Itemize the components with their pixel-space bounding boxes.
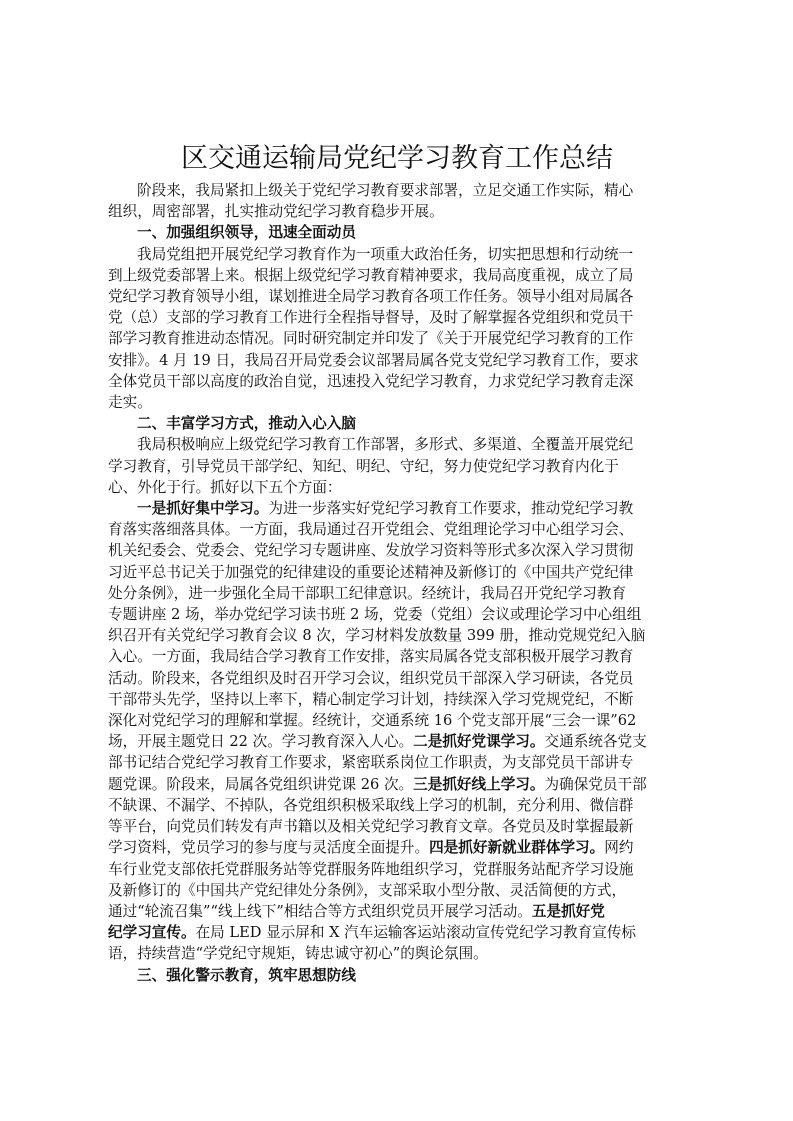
paragraph-line (108, 774, 686, 795)
paragraph-line (108, 689, 686, 710)
paragraph-line (108, 752, 686, 773)
bold-text: 四是抓好新就业群体学习。 (429, 839, 605, 857)
bold-text: 三是抓好线上学习。 (413, 775, 545, 793)
text-segment: 织召开有关党纪学习教育会议 8 次，学习材料发放数量 399 册，推动党规党纪入脑 (108, 627, 646, 645)
document-title: 区交通运输局党纪学习教育工作总结 (181, 143, 613, 174)
bold-text: 纪学习宣传。 (108, 924, 196, 942)
text-segment: 部学习教育推进动态情况。同时研究制定并印发了《关于开展党纪学习教育的工作 (108, 330, 634, 348)
text-segment: 在局 LED 显示屏和 X 汽车运输客运站滚动宣传党纪学习教育宣传标 (195, 924, 637, 942)
paragraph-line (108, 519, 686, 540)
text-segment: 网约 (604, 839, 634, 857)
text-segment: 学习资料，党员学习的参与度与灵活度全面提升。 (108, 839, 430, 857)
text-segment: 我局积极响应上级党纪学习教育工作部署，多形式、多渠道、全覆盖开展党纪 (137, 436, 634, 454)
text-segment: 机关纪委会、党委会、党纪学习专题讲座、发放学习资料等形式多次深入学习贯彻 (108, 542, 634, 560)
section-heading (108, 965, 686, 986)
text-segment: 活动。阶段来，各党组织及时召开学习会议，组织党员干部深入学习研读，各党员 (108, 669, 634, 687)
paragraph-line (108, 265, 686, 286)
paragraph-line (108, 816, 686, 837)
text-segment: 交通系统各党支 (544, 733, 647, 751)
text-segment: 干部带头先学，坚持以上率下，精心制定学习计划，持续深入学习党规党纪，不断 (108, 690, 634, 708)
text-segment: 深化对党纪学习的理解和掌握。经统计，交通系统 16 个党支部开展“三会一课”62 (108, 712, 637, 730)
paragraph-line (108, 328, 686, 349)
paragraph-line (108, 350, 686, 371)
text-segment: 党（总）支部的学习教育工作进行全程指导督导，及时了解掌握各党组织和党员干 (108, 309, 634, 327)
text-segment: 阶段来，我局紧扣上级关于党纪学习教育要求部署，立足交通工作实际，精心 (137, 182, 634, 199)
text-segment: 语，持续营造“学党纪守规矩，铸忠诚守初心”的舆论氛围。 (108, 945, 488, 963)
paragraph-line (108, 943, 686, 964)
text-segment: 育落实落细落具体。一方面，我局通过召开党组会、党组理论学习中心组学习会、 (108, 521, 634, 539)
section-heading (108, 413, 686, 434)
bold-text: 一是抓好集中学习。 (137, 500, 269, 518)
paragraph-line (108, 244, 686, 265)
paragraph-line (108, 477, 686, 498)
paragraph-line (108, 837, 686, 858)
paragraph-line (108, 901, 686, 922)
document-body (108, 180, 686, 986)
paragraph-line (108, 668, 686, 689)
paragraph-line (108, 922, 686, 943)
paragraph-line (108, 371, 686, 392)
text-segment: 车行业党支部依托党群服务站等党群服务阵地组织学习，党群服务站配齐学习设施 (108, 860, 634, 878)
text-segment: 入心。一方面，我局结合学习教育工作安排，落实局属各党支部积极开展学习教育 (108, 648, 634, 666)
text-segment: 题党课。阶段来，局属各党组织讲党课 26 次。 (108, 775, 414, 793)
paragraph-line (108, 540, 686, 561)
text-segment: 到上级党委部署上来。根据上级党纪学习教育精神要求，我局高度重视，成立了局 (108, 266, 634, 284)
text-segment: 等平台，向党员们转发有声书籍以及相关党纪学习教育文章。各党员及时掌握最新 (108, 818, 634, 836)
paragraph-line (108, 859, 686, 880)
bold-text: 五是抓好党 (531, 902, 605, 920)
paragraph-line (108, 456, 686, 477)
text-segment: 场，开展主题党日 22 次。学习教育深入人心。 (108, 733, 414, 751)
paragraph-line (108, 625, 686, 646)
paragraph-line (108, 880, 686, 901)
text-segment: 处分条例》，进一步强化全局干部职工纪律意识。经统计，我局召开党纪学习教育 (108, 584, 627, 602)
text-segment: 为进一步落实好党纪学习教育工作要求，推动党纪学习教 (268, 500, 634, 518)
section-heading (108, 222, 686, 243)
paragraph-line (108, 646, 686, 667)
text-segment: 部书记结合党纪学习教育工作要求，紧密联系岗位工作职责，为支部党员干部讲专 (108, 754, 634, 772)
text-segment: 通过“轮流召集”“线上线下”相结合等方式组织党员开展学习活动。 (108, 902, 532, 920)
paragraph-line (108, 710, 686, 731)
text-segment: 不缺课、不漏学、不掉队，各党组织积极采取线上学习的机制，充分利用、微信群 (108, 796, 634, 814)
paragraph-line (108, 795, 686, 816)
paragraph-line (108, 604, 686, 625)
paragraph-line (108, 731, 686, 752)
text-segment: 为确保党员干部 (544, 775, 647, 793)
text-segment: 我局党组把开展党纪学习教育作为一项重大政治任务，切实把思想和行动统一 (137, 245, 634, 263)
text-segment: 及新修订的《中国共产党纪律处分条例》，支部采取小型分散、灵活简便的方式， (108, 881, 627, 899)
paragraph-line (108, 392, 686, 413)
bold-text: 二、丰富学习方式，推动入心入脑 (137, 415, 356, 433)
paragraph-line (108, 286, 686, 307)
text-segment: 学习教育，引导党员干部学纪、知纪、明纪、守纪，努力使党纪学习教育内化于 (108, 457, 619, 475)
text-segment: 专题讲座 2 场，举办党纪学习读书班 2 场，党委（党组）会议或理论学习中心组组 (108, 606, 642, 624)
paragraph-line (108, 583, 686, 604)
paragraph-line (108, 434, 686, 455)
text-segment: 心、外化于行。抓好以下五个方面： (108, 478, 342, 496)
bold-text: 三、强化警示教育，筑牢思想防线 (137, 966, 356, 984)
text-segment: 党纪学习教育领导小组，谋划推进全局学习教育各项工作任务。领导小组对局属各 (108, 288, 634, 306)
paragraph-line (108, 180, 686, 201)
text-segment: 走实。 (108, 394, 152, 412)
text-segment: 组织，周密部署，扎实推动党纪学习教育稳步开展。 (108, 203, 444, 221)
text-segment: 全体党员干部以高度的政治自觉，迅速投入党纪学习教育，力求党纪学习教育走深 (108, 372, 634, 390)
bold-text: 二是抓好党课学习。 (413, 733, 545, 751)
paragraph-line (108, 562, 686, 583)
paragraph-line (108, 201, 686, 222)
document-page (108, 142, 686, 986)
paragraph-line (108, 498, 686, 519)
bold-text: 一、加强组织领导，迅速全面动员 (137, 224, 356, 242)
text-segment: 安排》。4 月 19 日，我局召开局党委会议部署局属各党支党纪学习教育工作，要求 (108, 351, 639, 369)
paragraph-line (108, 307, 686, 328)
text-segment: 习近平总书记关于加强党的纪律建设的重要论述精神及新修订的《中国共产党纪律 (108, 563, 634, 581)
